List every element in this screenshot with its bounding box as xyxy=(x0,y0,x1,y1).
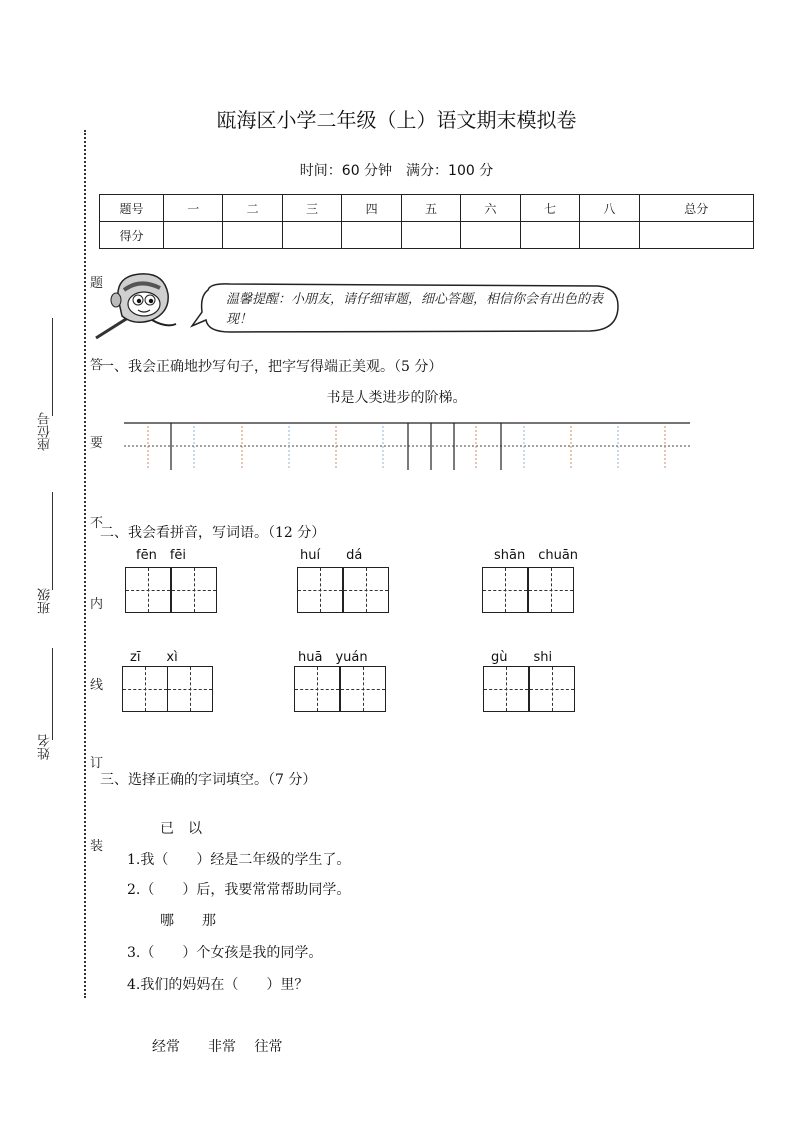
name-blank[interactable] xyxy=(52,648,53,740)
binding-char: 订 xyxy=(90,756,104,771)
character-box[interactable] xyxy=(122,666,168,712)
pinyin-label: fēn fēi xyxy=(136,548,187,563)
pinyin-label: huí dá xyxy=(300,548,363,563)
header-cell: 总分 xyxy=(639,195,753,222)
header-cell: 二 xyxy=(223,195,282,222)
pinyin-label: shān chuān xyxy=(494,548,579,563)
header-cell: 五 xyxy=(401,195,460,222)
character-box[interactable] xyxy=(167,666,213,712)
header-cell: 六 xyxy=(461,195,520,222)
binding-char: 内 xyxy=(90,597,104,612)
monkey-mascot-icon xyxy=(94,268,188,342)
character-box[interactable] xyxy=(294,666,340,712)
character-box[interactable] xyxy=(343,567,389,613)
word-pair: 已 以 xyxy=(160,821,202,837)
fill-blank-item: 3.（ ）个女孩是我的同学。 xyxy=(127,945,323,961)
header-cell: 七 xyxy=(520,195,579,222)
pinyin-label: huā yuán xyxy=(298,650,368,665)
seat-number-label: 座位号 xyxy=(38,412,53,451)
reminder-text: 温馨提醒：小朋友，请仔细审题，细心答题，相信你会有出色的表现！ xyxy=(226,292,604,327)
class-blank[interactable] xyxy=(52,492,53,590)
fill-blank-item: 2.（ ）后，我要常常帮助同学。 xyxy=(127,882,351,898)
q1-sentence: 书是人类进步的阶梯。 xyxy=(326,390,467,406)
header-cell: 题号 xyxy=(100,195,164,222)
binding-char: 装 xyxy=(90,839,104,854)
word-pair: 哪 那 xyxy=(160,913,216,929)
class-label: 班级 xyxy=(38,588,53,614)
score-cell[interactable] xyxy=(401,222,460,249)
pinyin-label: gù shi xyxy=(491,650,553,665)
score-cell[interactable] xyxy=(282,222,341,249)
score-cell[interactable] xyxy=(164,222,223,249)
binding-char: 题 xyxy=(90,276,104,291)
q2-title: 二、我会看拼音，写词语。（12 分） xyxy=(100,525,326,541)
binding-char: 不 xyxy=(90,516,104,531)
character-box[interactable] xyxy=(528,567,574,613)
character-box[interactable] xyxy=(125,567,171,613)
score-cell[interactable] xyxy=(461,222,520,249)
fill-blank-item: 4.我们的妈妈在（ ）里？ xyxy=(127,977,309,993)
q3-title: 三、选择正确的字词填空。（7 分） xyxy=(100,772,317,788)
score-row-label: 得分 xyxy=(100,222,164,249)
name-label: 姓名 xyxy=(38,734,53,760)
copy-writing-grid[interactable] xyxy=(124,420,691,472)
score-cell[interactable] xyxy=(223,222,282,249)
page-title: 瓯海区小学二年级（上）语文期末模拟卷 xyxy=(216,108,577,132)
score-cell[interactable] xyxy=(639,222,753,249)
header-cell: 四 xyxy=(342,195,401,222)
score-table-score-row xyxy=(100,222,754,249)
binding-dotted-line xyxy=(84,130,86,998)
character-box[interactable] xyxy=(171,567,217,613)
binding-char: 线 xyxy=(90,678,104,693)
header-cell: 一 xyxy=(164,195,223,222)
binding-char: 答 xyxy=(90,358,104,373)
exam-info: 时间：60 分钟 满分：100 分 xyxy=(299,163,494,179)
pinyin-label: zī xì xyxy=(130,650,178,665)
score-table xyxy=(99,194,754,249)
score-cell[interactable] xyxy=(342,222,401,249)
score-cell[interactable] xyxy=(580,222,639,249)
score-cell[interactable] xyxy=(520,222,579,249)
score-table-header-row xyxy=(100,195,754,222)
binding-char: 要 xyxy=(90,436,104,451)
fill-blank-item: 1.我（ ）经是二年级的学生了。 xyxy=(127,852,351,868)
character-box[interactable] xyxy=(340,666,386,712)
q1-title: 一、我会正确地抄写句子，把字写得端正美观。（5 分） xyxy=(100,359,443,375)
header-cell: 八 xyxy=(580,195,639,222)
header-cell: 三 xyxy=(282,195,341,222)
character-box[interactable] xyxy=(297,567,343,613)
word-group: 经常 非常 往常 xyxy=(152,1039,283,1055)
character-box[interactable] xyxy=(529,666,575,712)
character-box[interactable] xyxy=(483,666,529,712)
character-box[interactable] xyxy=(482,567,528,613)
